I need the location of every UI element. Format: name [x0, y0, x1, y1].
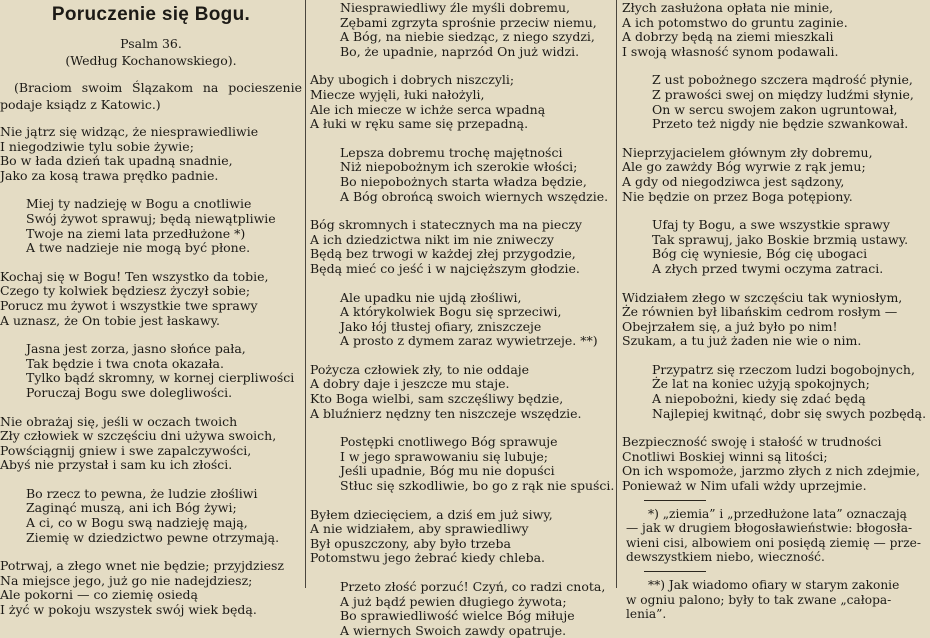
verse-line: Szukam, a tu już żaden nie wie o nim. — [622, 333, 862, 349]
verse-line: A już bądź pewien długiego żywota; — [340, 593, 567, 609]
verse-line: Obejrzałem się, a już było po nim! — [622, 318, 838, 334]
footnote-line: *) „ziemia” i „przedłużone lata” oznaczają — [648, 506, 907, 521]
verse-line: A dobrzy będą na ziemi mieszkali — [622, 29, 834, 45]
verse-line: A którykolwiek Bogu się sprzeciwi, — [340, 304, 562, 320]
stanza-gap — [622, 59, 930, 73]
verse-line: Zębami zgrzyta sprośnie przeciw niemu, — [340, 14, 597, 30]
verse-line: Na miejsce jego, już go nie nadejdziesz; — [0, 572, 253, 588]
verse-line: Kto Boga wielbi, sam szczęśliwy będzie, — [310, 391, 564, 407]
verse-line: Tak sprawuj, jako Boskie brzmią ustawy. — [652, 231, 909, 247]
psalm-number: Psalm 36. — [120, 36, 182, 51]
stanza — [0, 270, 302, 328]
verse-line: Byłem dziecięciem, a dziś em już siwy, — [310, 506, 553, 522]
footnote-line: dewszystkiem niebo, wieczność. — [626, 550, 825, 565]
verse-line: Poruczaj Bogu swe dolegliwości. — [26, 384, 233, 400]
verse-line: Stłuc się szkodliwie, bo go z rąk nie spuści. — [340, 478, 615, 494]
stanza — [310, 580, 613, 638]
verse-line: Swój żywot sprawuj; będą niewątpliwie — [26, 210, 276, 226]
verse-line: Jako za kosą trawa prędko padnie. — [0, 167, 219, 183]
verse-line: A złych przed twymi oczyma zatraci. — [652, 260, 884, 276]
verse-line: Potrwaj, a złego wnet nie będzie; przyjdziesz — [0, 558, 284, 574]
verse-line: Jeśli upadnie, Bóg mu nie dopuści — [340, 463, 555, 479]
verse-line: A gdy od niegodziwca jest sądzony, — [622, 173, 845, 189]
verse-line: I w jego sprawowaniu się lubuje; — [340, 448, 549, 464]
verse-line: I niegodziwie tylu sobie żywie; — [0, 138, 194, 154]
verse-line: Tylko bądź skromny, w kornej cierpliwości — [26, 370, 295, 386]
verse-line: Postępki cnotliwego Bóg sprawuje — [340, 434, 558, 450]
stanza-gap — [310, 494, 613, 508]
verse-line: Jasna jest zorza, jasno słońce pała, — [26, 341, 246, 357]
column-3 — [622, 0, 930, 622]
verse-line: Miecze wyjęli, łuki nałożyli, — [310, 86, 485, 102]
verse-line: Przeto złość porzuć! Czyń, co radzi cnota, — [340, 579, 606, 594]
verse-line: Tak będzie i twa cnota okazała. — [26, 355, 224, 371]
verse-line: A ci, co w Bogu swą nadzieję mają, — [26, 515, 248, 531]
footnote-line: — jak w drugiem błogosławieństwie: błogosła- — [626, 521, 913, 536]
verse-line: A ich dziedzictwa nikt im nie zniweczy — [310, 231, 554, 247]
stanza — [310, 1, 613, 59]
verse-line: Będą mieć co jeść i w najcięższym głodzie. — [310, 260, 580, 276]
stanza — [622, 146, 930, 204]
stanza — [310, 146, 613, 204]
stanza — [310, 363, 613, 421]
verse-line: A nie widziałem, aby sprawiedliwy — [310, 521, 529, 537]
verse-line: Bezpieczność swoję i stałość w trudności — [622, 434, 882, 450]
footnote-line: lenia”. — [626, 607, 667, 622]
verse-line: On w sercu swojem zakon ugruntował, — [652, 101, 898, 117]
verse-line: Zły człowiek w szczęściu dni używa swoich, — [0, 428, 277, 444]
verse-line: Aby ubogich i dobrych niszczyli; — [310, 72, 515, 88]
stanza-gap — [310, 132, 613, 146]
verse-line: Niż niepobożnym ich szerokie włości; — [340, 159, 578, 175]
column-2 — [310, 0, 615, 638]
stanza — [0, 559, 302, 617]
column-rule — [305, 0, 306, 588]
stanza — [0, 125, 302, 183]
stanza-gap — [622, 421, 930, 435]
stanza-gap — [0, 545, 302, 559]
verse-line: A twe nadzieje nie mogą być płone. — [26, 240, 251, 256]
stanza-gap — [622, 132, 930, 146]
footnote-separator — [644, 571, 706, 572]
dedication: (Braciom swoim Ślązakom na pocieszenie podaje ksiądz z Katowic.) — [0, 80, 302, 112]
verse-line: A niepobożni, kiedy się zdać będą — [652, 391, 866, 407]
stanza — [622, 218, 930, 276]
stanza — [0, 197, 302, 255]
stanza — [622, 73, 930, 131]
stanza-gap — [0, 256, 302, 270]
verse-line: Czego ty kolwiek będziesz życzył sobie; — [0, 283, 251, 299]
verse-line: Złych zasłużona opłata nie minie, — [622, 0, 834, 15]
verse-line: Ale pokorni — co ziemię osiedą — [0, 587, 198, 603]
verse-line: A bluźnierz nędzny ten niszczeje wszędzie. — [310, 405, 582, 421]
verse-line: Ale upadku nie ujdą złośliwi, — [340, 289, 522, 305]
verse-line: Z prawości swej on między ludźmi słynie, — [652, 86, 914, 102]
stanza — [310, 291, 613, 349]
verse-line: Nie obrażaj się, jeśli w oczach twoich — [0, 413, 238, 429]
footnote-separator — [644, 500, 706, 501]
verse-line: A łuki w ręku same się przepadną. — [310, 116, 529, 132]
stanza — [622, 363, 930, 421]
verse-line: A ich potomstwo do gruntu zaginie. — [622, 14, 848, 30]
column-1-stanzas — [0, 125, 302, 618]
footnote — [622, 578, 930, 622]
verse-line: Ziemię w dziedzictwo pewne otrzymają. — [26, 529, 280, 545]
column-2-stanzas — [310, 1, 613, 638]
verse-line: Najlepiej kwitnąć, dobr się swych pozbędą. — [652, 405, 927, 421]
stanza-gap — [310, 59, 613, 73]
verse-line: Zaginąć muszą, ani ich Bóg żywi; — [26, 500, 237, 516]
verse-line: Bo sprawiedliwość wielce Bóg miłuje — [340, 608, 575, 624]
verse-line: Widziałem złego w szczęściu tak wyniosłym, — [622, 289, 903, 305]
verse-line: Bóg skromnych i statecznych ma na pieczy — [310, 217, 582, 233]
stanza-gap — [0, 473, 302, 487]
verse-line: Nie jątrz się widząc, że niesprawiedliwie — [0, 124, 259, 139]
stanza-gap — [622, 277, 930, 291]
stanza — [310, 73, 613, 131]
stanza — [622, 291, 930, 349]
verse-line: A dobry daje i jeszcze mu staje. — [310, 376, 510, 392]
verse-line: Cnotliwi Boskiej winni są litości; — [622, 448, 828, 464]
verse-line: Że równien był libańskim cedrom rosłym — — [622, 304, 898, 320]
stanza — [0, 487, 302, 545]
verse-line: I swoją własność synom podawali. — [622, 43, 839, 59]
verse-line: A Bóg obrońcą swoich wiernych wszędzie. — [340, 188, 609, 204]
verse-line: Ale ich miecze w ichże serca wpadną — [310, 101, 546, 117]
stanza-gap — [622, 349, 930, 363]
verse-line: Bóg cię wyniesie, Bóg cię ubogaci — [652, 246, 868, 262]
verse-line: Potomstwu jego żebrać kiedy chleba. — [310, 550, 546, 566]
verse-line: I żyć w pokoju wszystek swój wiek będą. — [0, 602, 257, 618]
verse-line: Bo w łada dzień tak upadną snadnie, — [0, 153, 233, 169]
verse-line: A Bóg, na niebie siedząc, z niego szydzi, — [340, 29, 595, 45]
verse-line: Twoje na ziemi lata przedłużone *) — [26, 225, 246, 241]
stanza — [0, 342, 302, 400]
verse-line: Przeto też nigdy nie będzie szwankował. — [652, 116, 909, 132]
verse-line: Że lat na koniec użyją spokojnych; — [652, 376, 870, 392]
stanza-gap — [310, 421, 613, 435]
footnote — [622, 507, 930, 565]
stanza-gap — [0, 328, 302, 342]
verse-line: A uznasz, że On tobie jest łaskawy. — [0, 312, 220, 328]
column-1 — [0, 0, 302, 618]
verse-line: Był opuszczony, aby było trzeba — [310, 535, 511, 551]
stanza — [310, 508, 613, 566]
stanza-gap — [310, 204, 613, 218]
verse-line: A wiernych Swoich zawdy opatruje. — [340, 622, 567, 638]
verse-line: Bo niepobożnych starta władza będzie, — [340, 173, 587, 189]
verse-line: Nie będzie on przez Boga potępiony. — [622, 188, 853, 204]
stanza-gap — [310, 349, 613, 363]
poem-title: Poruczenie się Bogu. — [51, 4, 251, 25]
stanza-gap — [0, 183, 302, 197]
verse-line: Ponieważ w Nim ufali wżdy uprzejmie. — [622, 478, 867, 494]
stanza-gap — [310, 277, 613, 291]
verse-line: On ich wspomoże, jarzmo złych z nich zdejmie, — [622, 463, 920, 479]
verse-line: Będą bez trwogi w każdej złej przygodzie, — [310, 246, 576, 262]
verse-line: Kochaj się w Bogu! Ten wszystko da tobie, — [0, 268, 269, 284]
verse-line: Nieprzyjacielem głównym zły dobremu, — [622, 144, 873, 160]
stanza — [622, 435, 930, 493]
verse-line: Niesprawiedliwy źle myśli dobremu, — [340, 0, 571, 15]
verse-line: Lepsza dobremu trochę majętności — [340, 144, 563, 160]
stanza — [310, 435, 613, 493]
verse-line: Bo, że upadnie, naprzód On już widzi. — [340, 43, 580, 59]
poem-subtitle: (Według Kochanowskiego). — [65, 53, 237, 68]
verse-line: Przypatrz się rzeczom ludzi bogobojnych, — [652, 361, 915, 377]
footnote-line: w ogniu palono; były to tak zwane „całopa- — [626, 592, 892, 607]
verse-line: Powściągnij gniew i swe zapalczywości, — [0, 442, 252, 458]
stanza-gap — [310, 566, 613, 580]
stanza — [0, 415, 302, 473]
stanza-gap — [622, 204, 930, 218]
verse-line: Ufaj ty Bogu, a swe wszystkie sprawy — [652, 217, 890, 233]
verse-line: Z ust pobożnego szczera mądrość płynie, — [652, 72, 913, 88]
column-rule — [616, 0, 617, 588]
verse-line: Jako łój tłustej ofiary, zniszczeje — [340, 318, 542, 334]
stanza — [310, 218, 613, 276]
verse-line: Ale go zawżdy Bóg wyrwie z rąk jemu; — [622, 159, 866, 175]
column-3-stanzas — [622, 1, 930, 494]
verse-line: Pożycza człowiek zły, to nie oddaje — [310, 361, 530, 377]
footnote-line: wieni cisi, albowiem oni posiędą ziemię — prze- — [626, 535, 921, 550]
verse-line: Porucz mu żywot i wszystkie twe sprawy — [0, 297, 258, 313]
verse-line: A prosto z dymem zaraz wywietrzeje. **) — [340, 333, 598, 349]
verse-line: Bo rzecz to pewna, że ludzie złośliwi — [26, 485, 258, 501]
footnotes — [622, 507, 930, 622]
stanza — [622, 1, 930, 59]
verse-line: Miej ty nadzieję w Bogu a cnotliwie — [26, 196, 252, 212]
stanza-gap — [0, 401, 302, 415]
verse-line: Abyś nie przystał i sam ku ich złości. — [0, 457, 233, 473]
footnote-line: **) Jak wiadomo ofiary w starym zakonie — [648, 578, 900, 592]
